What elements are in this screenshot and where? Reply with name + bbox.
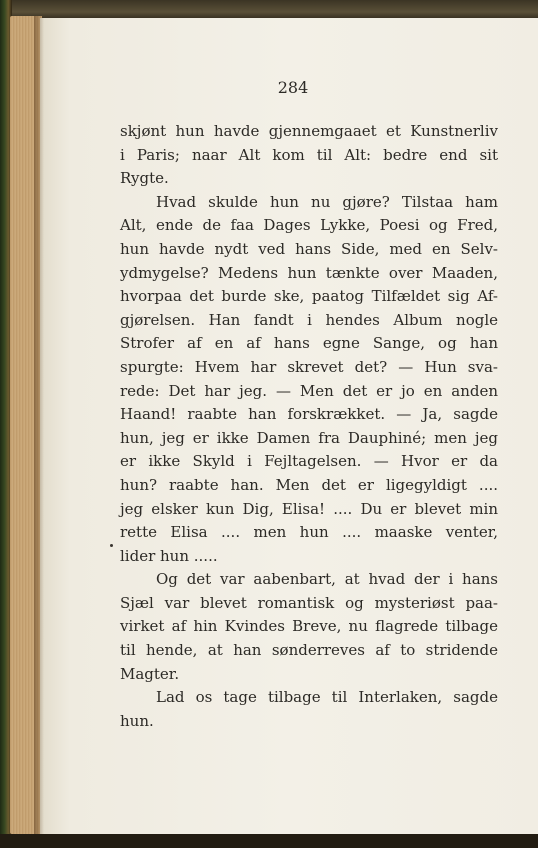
text-line: Strofer af en af hans egne Sange, og han <box>120 334 498 353</box>
text-line: Alt, ende de faa Dages Lykke, Poesi og Fred, <box>120 216 498 235</box>
margin-mark <box>110 544 113 547</box>
text-line: hun, jeg er ikke Damen fra Dauphiné; men jeg <box>120 428 498 447</box>
text-line: virket af hin Kvindes Breve, nu flagrede tilbage <box>120 617 498 636</box>
text-line: lider hun ..... <box>120 546 218 565</box>
text-line: er ikke Skyld i Fejltagelsen. — Hvor er da <box>120 452 498 471</box>
text-line: jeg elsker kun Dig, Elisa! .... Du er blevet min <box>120 499 498 518</box>
text-line: Magter. <box>120 664 180 683</box>
text-line: Rygte. <box>120 169 169 188</box>
text-line: hun. <box>120 711 154 730</box>
text-line: gjørelsen. Han fandt i hendes Album nogle <box>120 310 498 329</box>
page-number: 284 <box>277 78 309 97</box>
text-line: hun? raabte han. Men det er ligegyldigt .... <box>120 475 498 494</box>
text-line: hun havde nydt ved hans Side, med en Selv- <box>120 239 498 258</box>
text-line: rette Elisa .... men hun .... maaske venter, <box>120 523 498 542</box>
text-line: Og det var aabenbart, at hvad der i hans <box>156 570 498 589</box>
text-line: spurgte: Hvem har skrevet det? — Hun sva- <box>120 357 498 376</box>
text-line: Haand! raabte han forskrækket. — Ja, sagde <box>120 405 498 424</box>
text-line: Hvad skulde hun nu gjøre? Tilstaa ham <box>156 192 498 211</box>
text-line: til hende, at han sønderreves af to stridende <box>120 641 498 660</box>
text-line: Sjæl var blevet romantisk og mysteriøst paa- <box>120 593 498 612</box>
text-line: Lad os tage tilbage til Interlaken, sagde <box>156 688 498 707</box>
text-line: ydmygelse? Medens hun tænkte over Maaden, <box>120 263 498 282</box>
text-line: rede: Det har jeg. — Men det er jo en anden <box>120 381 498 400</box>
book-cover-top <box>0 0 538 20</box>
book-cover-bottom <box>0 834 538 848</box>
text-line: i Paris; naar Alt kom til Alt: bedre end sit <box>120 145 498 164</box>
text-line: hvorpaa det burde ske, paatog Tilfældet sig Af- <box>120 287 498 306</box>
gutter-shadow <box>34 16 44 834</box>
text-line: skjønt hun havde gjennemgaaet et Kunstnerliv <box>120 122 498 140</box>
body-text <box>120 120 498 733</box>
